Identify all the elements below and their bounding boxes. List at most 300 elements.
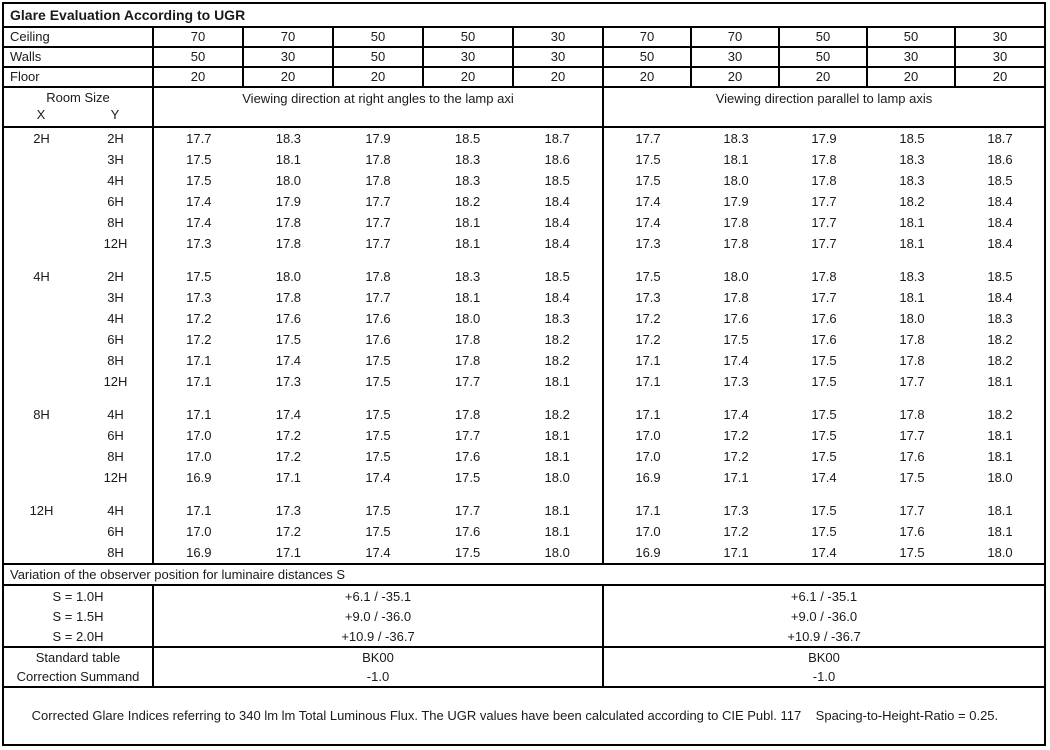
ugr-value: 18.1 <box>544 502 570 518</box>
ugr-row <box>4 308 1044 329</box>
ugr-value: 18.1 <box>987 427 1013 443</box>
right-half <box>604 308 1044 329</box>
variation-value-right: +10.9 / -36.7 <box>787 628 861 644</box>
ugr-value: 16.9 <box>635 469 661 485</box>
ugr-value: 17.0 <box>186 427 212 443</box>
ugr-value: 17.5 <box>899 544 925 560</box>
surface-value: 30 <box>424 48 514 66</box>
left-half <box>154 287 604 308</box>
ugr-row <box>4 371 1044 392</box>
ugr-value: 17.5 <box>275 331 302 347</box>
gap-row <box>4 488 1044 500</box>
ugr-row <box>4 266 1044 287</box>
ugr-value: 18.2 <box>987 406 1013 422</box>
ugr-value: 18.2 <box>899 193 925 209</box>
ugr-value: 17.6 <box>365 331 391 347</box>
ugr-value: 17.8 <box>811 268 837 284</box>
x-cell <box>4 392 79 404</box>
right-half <box>604 128 1044 149</box>
summary-label: Standard table <box>4 648 154 667</box>
surface-value: 30 <box>992 29 1008 45</box>
ugr-value: 18.0 <box>899 310 925 326</box>
viewing-direction-parallel-header: Viewing direction parallel to lamp axis <box>715 90 933 106</box>
surface-row <box>4 28 1044 48</box>
y-cell <box>79 488 154 500</box>
surface-value: 20 <box>154 68 244 86</box>
ugr-value: 17.5 <box>811 448 837 464</box>
x-cell <box>4 308 79 329</box>
ugr-value: 17.1 <box>275 469 302 485</box>
right-half <box>604 392 1044 404</box>
ugr-value: 17.1 <box>186 406 212 422</box>
surface-value: 70 <box>154 28 244 46</box>
ugr-value: 18.2 <box>454 193 481 209</box>
x-cell <box>4 446 79 467</box>
ugr-value: 18.7 <box>544 130 570 146</box>
ugr-row <box>4 128 1044 149</box>
ugr-value: 17.9 <box>811 130 837 146</box>
ugr-value: 18.1 <box>544 448 570 464</box>
ugr-value: 17.5 <box>811 352 837 368</box>
ugr-value: 17.5 <box>723 331 749 347</box>
right-half <box>604 212 1044 233</box>
surface-value: 30 <box>514 28 604 46</box>
y-cell: 8H <box>79 212 154 233</box>
y-cell: 8H <box>79 542 154 563</box>
y-cell: 4H <box>79 308 154 329</box>
ugr-value: 18.3 <box>899 151 925 167</box>
ugr-value: 17.8 <box>275 235 302 251</box>
ugr-value: 17.7 <box>635 130 661 146</box>
ugr-value: 18.1 <box>899 214 925 230</box>
ugr-value: 17.5 <box>899 469 925 485</box>
ugr-value: 17.8 <box>811 172 837 188</box>
ugr-value: 18.0 <box>544 544 570 560</box>
ugr-value: 18.3 <box>987 310 1013 326</box>
ugr-value: 17.7 <box>365 193 391 209</box>
ugr-value: 17.6 <box>811 331 837 347</box>
surface-value: 50 <box>780 48 868 66</box>
variation-value-left: +9.0 / -36.0 <box>154 606 604 626</box>
ugr-value: 17.3 <box>186 289 212 305</box>
right-half <box>604 371 1044 392</box>
ugr-value: 17.5 <box>811 373 837 389</box>
ugr-value: 17.1 <box>635 352 661 368</box>
ugr-value: 17.9 <box>275 193 302 209</box>
ugr-value: 17.7 <box>365 235 391 251</box>
x-column-label: X <box>36 106 46 122</box>
ugr-value: 17.8 <box>454 331 481 347</box>
y-cell: 4H <box>79 404 154 425</box>
page-title: Glare Evaluation According to UGR <box>10 6 246 23</box>
ugr-value: 17.1 <box>275 544 302 560</box>
x-cell <box>4 467 79 488</box>
ugr-value: 17.5 <box>635 268 661 284</box>
left-half <box>154 149 604 170</box>
ugr-value: 18.1 <box>544 523 570 539</box>
ugr-value: 17.2 <box>635 331 661 347</box>
variation-row-item <box>4 626 1044 646</box>
surface-value: 70 <box>692 28 780 46</box>
ugr-value: 17.7 <box>811 235 837 251</box>
ugr-value: 17.7 <box>811 214 837 230</box>
ugr-value: 17.5 <box>365 352 391 368</box>
ugr-value: 17.8 <box>723 214 749 230</box>
ugr-value: 17.8 <box>365 151 391 167</box>
ugr-row <box>4 191 1044 212</box>
ugr-value: 18.7 <box>987 130 1013 146</box>
surface-value: 30 <box>992 49 1008 65</box>
room-size-header-cell <box>4 88 154 126</box>
ugr-value: 16.9 <box>186 544 212 560</box>
left-half <box>154 170 604 191</box>
summary-value-left: -1.0 <box>154 667 604 686</box>
surface-value: 50 <box>334 48 424 66</box>
ugr-value: 17.8 <box>723 235 749 251</box>
ugr-value: 17.9 <box>723 193 749 209</box>
ugr-value: 17.5 <box>635 151 661 167</box>
ugr-value: 17.6 <box>899 523 925 539</box>
y-cell: 8H <box>79 446 154 467</box>
ugr-value: 17.5 <box>365 373 391 389</box>
x-cell: 12H <box>29 502 54 518</box>
ugr-value: 17.1 <box>723 469 749 485</box>
summary-rows <box>4 648 1044 688</box>
surface-value: 70 <box>604 28 692 46</box>
ugr-data-grid <box>4 128 1044 565</box>
right-half <box>604 542 1044 563</box>
ugr-value: 17.5 <box>186 172 212 188</box>
ugr-value: 18.2 <box>987 331 1013 347</box>
ugr-value: 17.1 <box>635 373 661 389</box>
ugr-value: 17.1 <box>635 406 661 422</box>
x-cell <box>4 488 79 500</box>
ugr-value: 18.1 <box>723 151 749 167</box>
surface-value: 50 <box>154 48 244 66</box>
ugr-row <box>4 521 1044 542</box>
ugr-row <box>4 149 1044 170</box>
left-half <box>154 308 604 329</box>
ugr-value: 18.0 <box>987 469 1013 485</box>
ugr-value: 18.0 <box>275 172 302 188</box>
left-half <box>154 233 604 254</box>
ugr-value: 17.6 <box>811 310 837 326</box>
ugr-value: 17.1 <box>635 502 661 518</box>
ugr-value: 17.2 <box>275 448 302 464</box>
y-cell <box>79 254 154 266</box>
ugr-value: 17.6 <box>365 310 391 326</box>
ugr-value: 17.5 <box>365 406 391 422</box>
ugr-value: 17.5 <box>811 406 837 422</box>
surface-value: 20 <box>692 68 780 86</box>
ugr-value: 17.8 <box>365 268 391 284</box>
ugr-value: 17.3 <box>635 289 661 305</box>
ugr-value: 17.8 <box>275 214 302 230</box>
variation-value-left: +6.1 / -35.1 <box>154 586 604 606</box>
ugr-row <box>4 329 1044 350</box>
variation-label: S = 1.5H <box>4 606 154 626</box>
ugr-value: 18.1 <box>987 373 1013 389</box>
ugr-value: 18.2 <box>544 331 570 347</box>
ugr-value: 17.4 <box>723 406 749 422</box>
ugr-value: 18.3 <box>454 172 481 188</box>
ugr-value: 18.1 <box>275 151 302 167</box>
ugr-value: 17.8 <box>454 406 481 422</box>
right-half <box>604 467 1044 488</box>
ugr-value: 18.0 <box>987 544 1013 560</box>
ugr-value: 18.6 <box>987 151 1013 167</box>
title-row <box>4 4 1044 28</box>
summary-value-right: BK00 <box>808 650 840 665</box>
x-cell: 4H <box>33 268 50 284</box>
ugr-value: 17.2 <box>723 448 749 464</box>
ugr-row <box>4 212 1044 233</box>
x-cell <box>4 233 79 254</box>
right-half <box>604 350 1044 371</box>
variation-row-item <box>4 586 1044 606</box>
ugr-value: 17.9 <box>365 130 391 146</box>
ugr-row <box>4 287 1044 308</box>
surface-value: 20 <box>604 68 692 86</box>
summary-label: Correction Summand <box>4 667 154 686</box>
summary-value-right: -1.0 <box>812 669 836 684</box>
footer-text: Corrected Glare Indices referring to 340 lm lm Total Luminous Flux. The UGR values have been calculated according to CIE Publ. 117 Spacing-to-Height-Ratio = 0.25. <box>31 708 999 723</box>
ugr-row <box>4 404 1044 425</box>
right-half <box>604 488 1044 500</box>
ugr-value: 17.5 <box>186 151 212 167</box>
ugr-value: 17.5 <box>365 502 391 518</box>
y-column-label: Y <box>110 106 120 122</box>
left-half <box>154 521 604 542</box>
y-cell: 4H <box>79 500 154 521</box>
ugr-row <box>4 425 1044 446</box>
ugr-value: 17.0 <box>635 427 661 443</box>
ugr-value: 18.0 <box>454 310 481 326</box>
ugr-value: 18.4 <box>544 214 570 230</box>
ugr-value: 17.7 <box>365 289 391 305</box>
variation-value-right: +9.0 / -36.0 <box>790 608 858 624</box>
ugr-value: 18.3 <box>899 172 925 188</box>
ugr-value: 17.3 <box>275 373 302 389</box>
ugr-value: 17.5 <box>454 544 481 560</box>
x-cell <box>4 542 79 563</box>
x-cell <box>4 329 79 350</box>
y-cell: 12H <box>79 233 154 254</box>
surface-value: 20 <box>992 69 1008 85</box>
x-cell <box>4 149 79 170</box>
ugr-value: 17.4 <box>635 193 661 209</box>
ugr-value: 17.7 <box>454 502 481 518</box>
ugr-value: 17.8 <box>723 289 749 305</box>
footer-note <box>4 688 1044 744</box>
ugr-value: 17.8 <box>899 331 925 347</box>
room-size-label: Room Size <box>46 89 110 105</box>
ugr-value: 17.4 <box>723 352 749 368</box>
ugr-value: 17.5 <box>811 523 837 539</box>
right-half <box>604 521 1044 542</box>
ugr-value: 17.8 <box>899 406 925 422</box>
ugr-row <box>4 233 1044 254</box>
surface-value: 50 <box>604 48 692 66</box>
y-cell: 2H <box>79 266 154 287</box>
ugr-value: 17.0 <box>186 448 212 464</box>
left-half <box>154 542 604 563</box>
ugr-value: 17.7 <box>454 373 481 389</box>
x-cell <box>4 350 79 371</box>
right-half <box>604 287 1044 308</box>
ugr-value: 17.4 <box>811 469 837 485</box>
ugr-value: 17.6 <box>454 448 481 464</box>
ugr-value: 18.4 <box>544 289 570 305</box>
ugr-value: 17.7 <box>899 373 925 389</box>
ugr-value: 17.3 <box>186 235 212 251</box>
ugr-value: 17.5 <box>454 469 481 485</box>
ugr-value: 17.6 <box>275 310 302 326</box>
ugr-value: 17.4 <box>275 406 302 422</box>
ugr-value: 17.7 <box>899 502 925 518</box>
ugr-value: 18.4 <box>987 235 1013 251</box>
ugr-value: 18.2 <box>544 406 570 422</box>
ugr-value: 17.8 <box>365 172 391 188</box>
ugr-value: 18.1 <box>454 235 481 251</box>
x-cell <box>4 254 79 266</box>
ugr-value: 18.3 <box>275 130 302 146</box>
left-half <box>154 500 604 521</box>
column-header-row <box>4 88 1044 128</box>
y-cell: 8H <box>79 350 154 371</box>
left-half <box>154 128 604 149</box>
left-half <box>154 392 604 404</box>
y-cell: 4H <box>79 170 154 191</box>
surface-value: 50 <box>868 28 956 46</box>
ugr-value: 17.3 <box>275 502 302 518</box>
ugr-row <box>4 500 1044 521</box>
left-half <box>154 404 604 425</box>
ugr-value: 17.8 <box>454 352 481 368</box>
ugr-value: 18.5 <box>899 130 925 146</box>
ugr-value: 18.0 <box>723 268 749 284</box>
variation-value-right: +6.1 / -35.1 <box>790 588 858 604</box>
ugr-value: 17.4 <box>186 193 212 209</box>
ugr-value: 16.9 <box>635 544 661 560</box>
right-half <box>604 170 1044 191</box>
x-cell <box>4 212 79 233</box>
ugr-value: 18.0 <box>544 469 570 485</box>
ugr-value: 17.5 <box>365 427 391 443</box>
surface-value: 20 <box>514 68 604 86</box>
left-half <box>154 266 604 287</box>
surface-label: Ceiling <box>4 28 154 46</box>
gap-row <box>4 392 1044 404</box>
ugr-value: 17.8 <box>275 289 302 305</box>
right-half <box>604 149 1044 170</box>
ugr-value: 18.4 <box>544 235 570 251</box>
ugr-row <box>4 350 1044 371</box>
ugr-value: 17.5 <box>811 427 837 443</box>
surface-row <box>4 68 1044 88</box>
variation-row-item <box>4 606 1044 626</box>
x-cell <box>4 170 79 191</box>
left-half <box>154 191 604 212</box>
ugr-value: 17.4 <box>365 544 391 560</box>
summary-row <box>4 648 1044 667</box>
ugr-value: 16.9 <box>186 469 212 485</box>
y-cell: 3H <box>79 287 154 308</box>
x-cell <box>4 521 79 542</box>
left-half <box>154 212 604 233</box>
x-cell <box>4 425 79 446</box>
ugr-value: 17.5 <box>365 448 391 464</box>
surface-value: 50 <box>424 28 514 46</box>
ugr-value: 18.4 <box>987 214 1013 230</box>
y-cell: 6H <box>79 329 154 350</box>
ugr-value: 17.8 <box>811 151 837 167</box>
ugr-value: 18.1 <box>987 502 1013 518</box>
ugr-value: 18.1 <box>454 214 481 230</box>
ugr-value: 18.0 <box>723 172 749 188</box>
ugr-value: 18.1 <box>544 427 570 443</box>
ugr-value: 18.1 <box>899 235 925 251</box>
ugr-value: 17.8 <box>899 352 925 368</box>
ugr-value: 17.4 <box>365 469 391 485</box>
right-half <box>604 446 1044 467</box>
ugr-value: 17.6 <box>723 310 749 326</box>
ugr-value: 17.5 <box>186 268 212 284</box>
ugr-row <box>4 467 1044 488</box>
variation-title-row <box>4 565 1044 586</box>
ugr-value: 17.5 <box>635 172 661 188</box>
y-cell: 6H <box>79 521 154 542</box>
left-half <box>154 329 604 350</box>
ugr-value: 18.5 <box>454 130 481 146</box>
left-half <box>154 488 604 500</box>
ugr-value: 18.4 <box>987 193 1013 209</box>
y-cell: 6H <box>79 191 154 212</box>
y-cell: 3H <box>79 149 154 170</box>
x-cell: 2H <box>33 130 50 146</box>
surface-reflectance-rows <box>4 28 1044 88</box>
y-cell: 12H <box>79 371 154 392</box>
ugr-row <box>4 446 1044 467</box>
y-cell: 6H <box>79 425 154 446</box>
ugr-value: 18.3 <box>723 130 749 146</box>
ugr-value: 17.2 <box>186 331 212 347</box>
surface-value: 70 <box>244 28 334 46</box>
ugr-value: 18.3 <box>544 310 570 326</box>
ugr-value: 18.1 <box>899 289 925 305</box>
ugr-value: 18.1 <box>544 373 570 389</box>
ugr-value: 18.3 <box>454 268 481 284</box>
surface-value: 20 <box>868 68 956 86</box>
table-frame <box>2 2 1046 746</box>
variation-title: Variation of the observer position for luminaire distances S <box>10 566 346 582</box>
right-half <box>604 266 1044 287</box>
ugr-value: 17.7 <box>811 193 837 209</box>
ugr-value: 18.3 <box>899 268 925 284</box>
surface-value: 20 <box>424 68 514 86</box>
surface-value: 50 <box>780 28 868 46</box>
ugr-value: 18.6 <box>544 151 570 167</box>
right-half <box>604 425 1044 446</box>
ugr-value: 18.1 <box>987 448 1013 464</box>
ugr-value: 17.5 <box>811 502 837 518</box>
ugr-value: 18.3 <box>454 151 481 167</box>
y-cell: 2H <box>79 128 154 149</box>
ugr-value: 18.5 <box>987 268 1013 284</box>
ugr-value: 17.7 <box>186 130 212 146</box>
ugr-value: 17.2 <box>186 310 212 326</box>
surface-value: 20 <box>244 68 334 86</box>
